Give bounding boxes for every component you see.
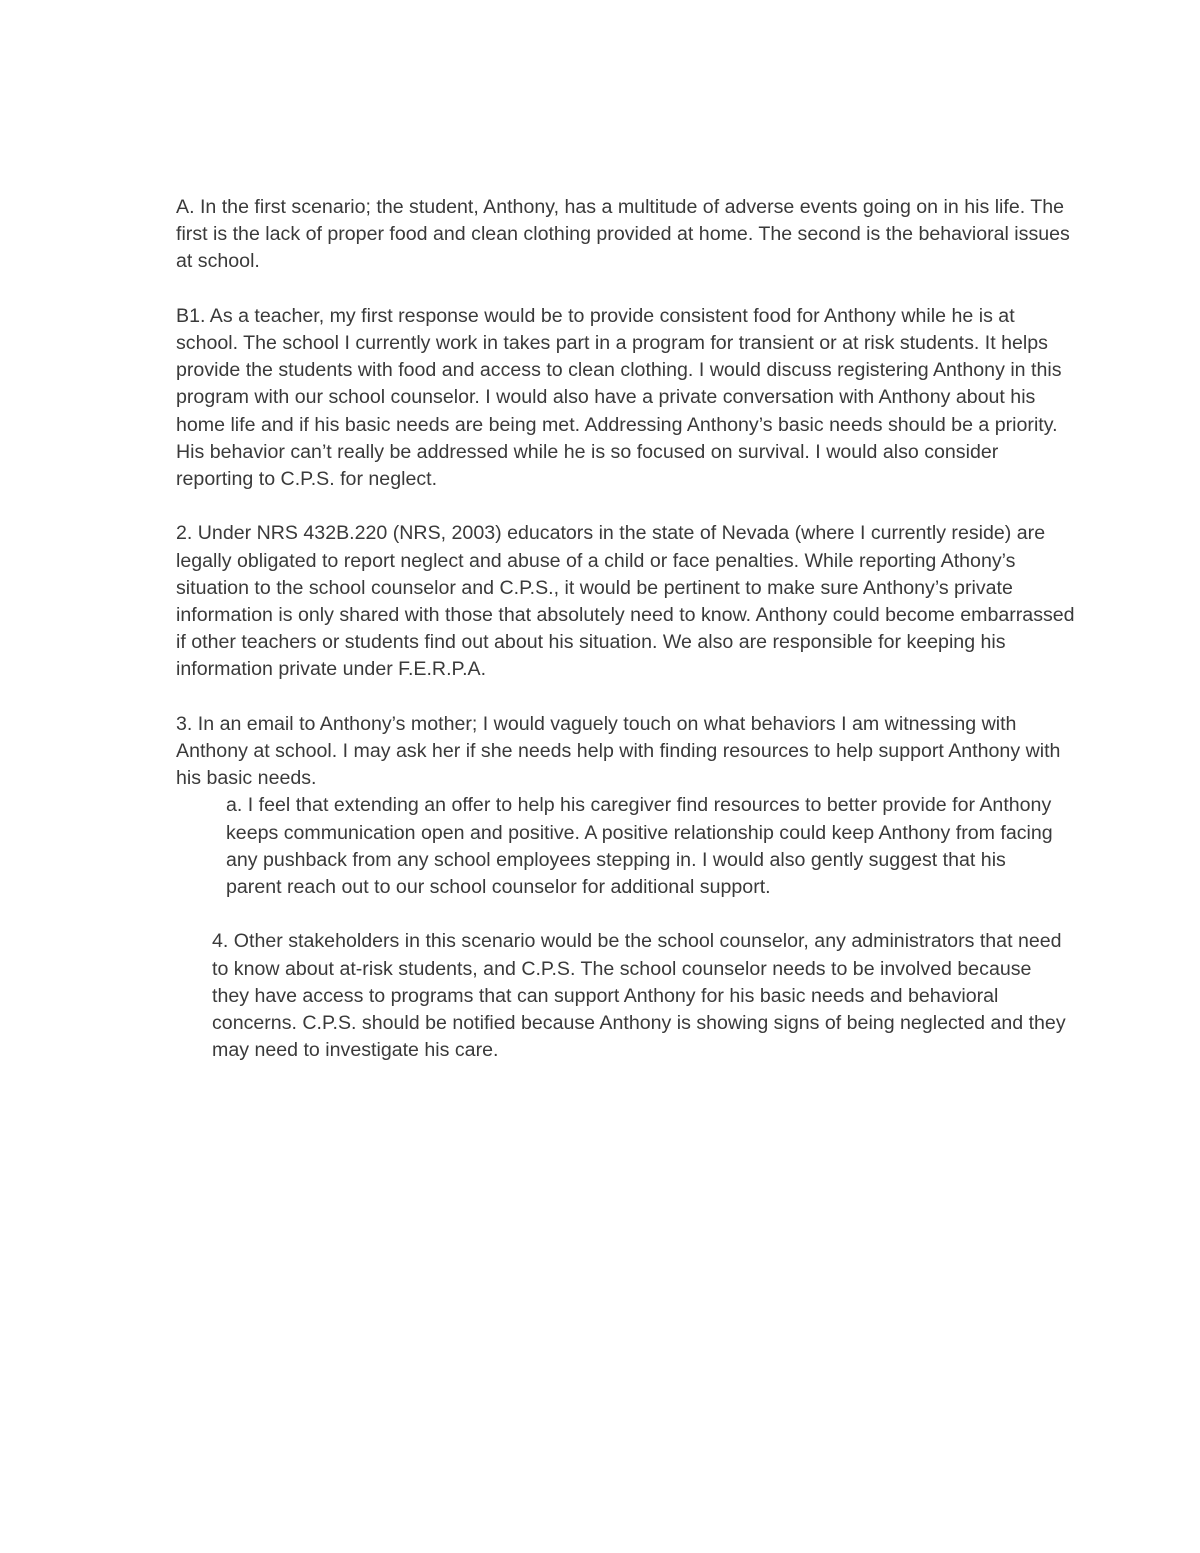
paragraph-b1: B1. As a teacher, my first response would be to provide consistent food for Anthony while he is at school. The school I currently work in takes part in a program for transient or at risk students. It helps provide the students with food and access to clean clothing. I would discuss registering Anthony in this program with our school counselor. I would also have a private conversation with Anthony about his home life and if his basic needs are being met. Addressing Anthony’s basic needs should be a priority. His behavior can’t really be addressed while he is so focused on survival. I would also consider reporting to C.P.S. for neglect.: [176, 304, 1062, 491]
paragraph-2: 2. Under NRS 432B.220 (NRS, 2003) educators in the state of Nevada (where I currently reside) are legally obligated to report neglect and abuse of a child or face penalties. While reporting Athony’s situation to the school counselor and C.P.S., it would be pertinent to make sure Anthony’s private information is only shared with those that absolutely need to know. Anthony could become embarrassed if other teachers or students find out about his situation. We also are responsible for keeping his information private under F.E.R.P.A.: [176, 522, 1075, 681]
document-body: [176, 194, 1076, 1064]
paragraph-4: 4. Other stakeholders in this scenario would be the school counselor, any administrators that need to know about at-risk students, and C.P.S. The school counselor needs to be involved because they have access to programs that can support Anthony for his basic needs and behavioral concerns. C.P.S. should be notified because Anthony is showing signs of being neglected and they may need to investigate his care.: [212, 930, 1066, 1062]
paragraph-a: A. In the first scenario; the student, Anthony, has a multitude of adverse events going on in his life. The first is the lack of proper food and clean clothing provided at home. The second is the behavioral issues at school.: [176, 196, 1070, 273]
paragraph-3: 3. In an email to Anthony’s mother; I would vaguely touch on what behaviors I am witnessing with Anthony at school. I may ask her if she needs help with finding resources to help support Anthony with his basic needs.: [176, 712, 1061, 790]
paragraph-3a: a. I feel that extending an offer to help his caregiver find resources to better provide for Anthony keeps communication open and positive. A positive relationship could keep Anthony from facing any pushback from any school employees stepping in. I would also gently suggest that his parent reach out to our school counselor for additional support.: [226, 794, 1053, 899]
